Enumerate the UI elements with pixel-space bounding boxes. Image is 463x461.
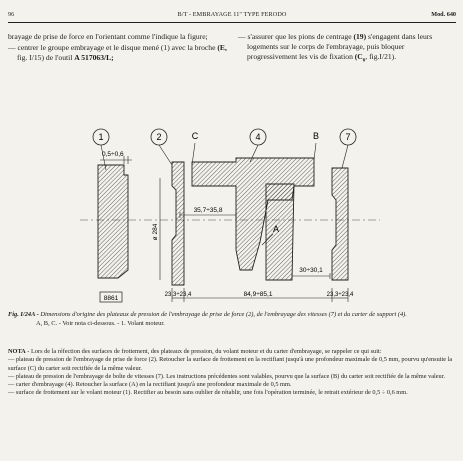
dim-bottom-right: 23,3÷23,4	[326, 292, 354, 298]
instruction-tail: fig. I/15) de l'outil	[17, 53, 73, 63]
callout-7: 7	[345, 132, 351, 142]
left-paragraph-2	[8, 43, 230, 63]
nota-item-3: — carter d'embrayage (4). Retoucher la surface (A) en la rectifiant jusqu'à une profondeur maximale de 0,5 mm.	[8, 381, 292, 389]
left-paragraph-1: brayage de prise de force en l'orientant comme l'indique la figure;	[8, 32, 208, 41]
nota-item-1: — plateau de pression de l'embrayage de prise de force (2). Retoucher la surface de frottement en la rectifiant jusqu'à une profondeur maximale de 0,5 mm, pourvu qu'ensuite la surface (C) du carter soit rectifiée de la même valeur.	[8, 356, 453, 372]
right-column	[238, 32, 456, 68]
nota-item-2: — plateau de pression de l'embrayage de boîte de vitesses (7). Les instructions précédentes sont valables, pourvu que la surface (B) du carter soit rectifiée de la même valeur.	[8, 372, 446, 380]
page-header	[8, 8, 456, 22]
dash: —	[8, 43, 16, 53]
page-title: B/T - EMBRAYAGE 11" TYPE FERODO	[177, 11, 287, 18]
dim-middle: 35,7÷35,8	[193, 207, 223, 214]
screw-reference: ($C_6$	[354, 52, 366, 64]
header-rule	[8, 22, 456, 23]
callout-c: C	[191, 131, 199, 141]
dim-diameter: ø 284	[152, 223, 159, 241]
dash: —	[238, 32, 246, 41]
page-number: 96	[8, 11, 15, 18]
tool-reference: A 517063/L;	[74, 53, 114, 63]
callout-1: 1	[98, 132, 104, 142]
right-paragraph-1	[238, 32, 456, 67]
callout-4: 4	[255, 132, 261, 142]
clutch-housing	[192, 158, 314, 270]
callout-b: B	[312, 131, 320, 141]
housing-web	[266, 184, 294, 280]
dim-bottom-left: 23,3÷23,4	[164, 292, 192, 298]
flywheel-section	[98, 165, 128, 278]
pin-reference: (19)	[353, 32, 367, 41]
reference-box: 8861	[103, 295, 119, 302]
caption-heading: Fig. I/24A -	[8, 311, 39, 318]
nota-intro: - Lors de la réfection des surfaces de frottement, des plateaux de pression, du volant moteur et du carter d'embrayage, se rappeler ce qui suit:	[25, 348, 382, 355]
label-a: A	[272, 224, 280, 234]
callout-2: 2	[156, 132, 162, 142]
instruction-text: s'assurer que les pions de centrage	[247, 32, 352, 41]
callout-group	[93, 129, 356, 145]
caption-legend: A, B, C. - Voir nota ci-dessous. - 1. Volant moteur.	[36, 319, 165, 327]
caption-text: Dimensions d'origine des plateaux de pression de l'embrayage de prise de force (2), de l'embrayage des vitesses (7) et du carter de support (4).	[40, 311, 407, 318]
reference-bold: (E,	[217, 43, 227, 53]
instruction-body: s'engagent dans leurs logements sur le corps de l'embrayage, puis bloquer progressivement les vis de fixation	[247, 32, 433, 62]
model-label: Mod. 640	[431, 11, 456, 18]
left-column	[8, 32, 230, 65]
technical-drawing	[80, 120, 380, 310]
nota-heading: NOTA	[8, 348, 26, 355]
gearbox-pressure-plate	[332, 168, 348, 280]
dim-top-left: 0,5÷0,6	[102, 151, 124, 158]
dim-bottom-center: 84,9÷85,1	[243, 291, 273, 298]
nota-item-4: — surface de frottement sur le volant moteur (1). Rectifier au besoin sans oublier de rétablir, une fois l'opération terminée, le retrait extérieur de 0,5 ÷ 0,6 mm.	[8, 389, 408, 397]
figure-reference: , fig.I/21).	[365, 52, 397, 62]
pto-pressure-plate	[172, 162, 184, 285]
figure-caption	[8, 311, 456, 328]
nota-section	[8, 348, 456, 398]
dim-right-small: 30÷30,1	[299, 267, 323, 274]
instruction-text: centrer le groupe embrayage et le disque mené (1) avec la broche	[17, 43, 216, 53]
clutch-cross-section	[80, 120, 380, 310]
